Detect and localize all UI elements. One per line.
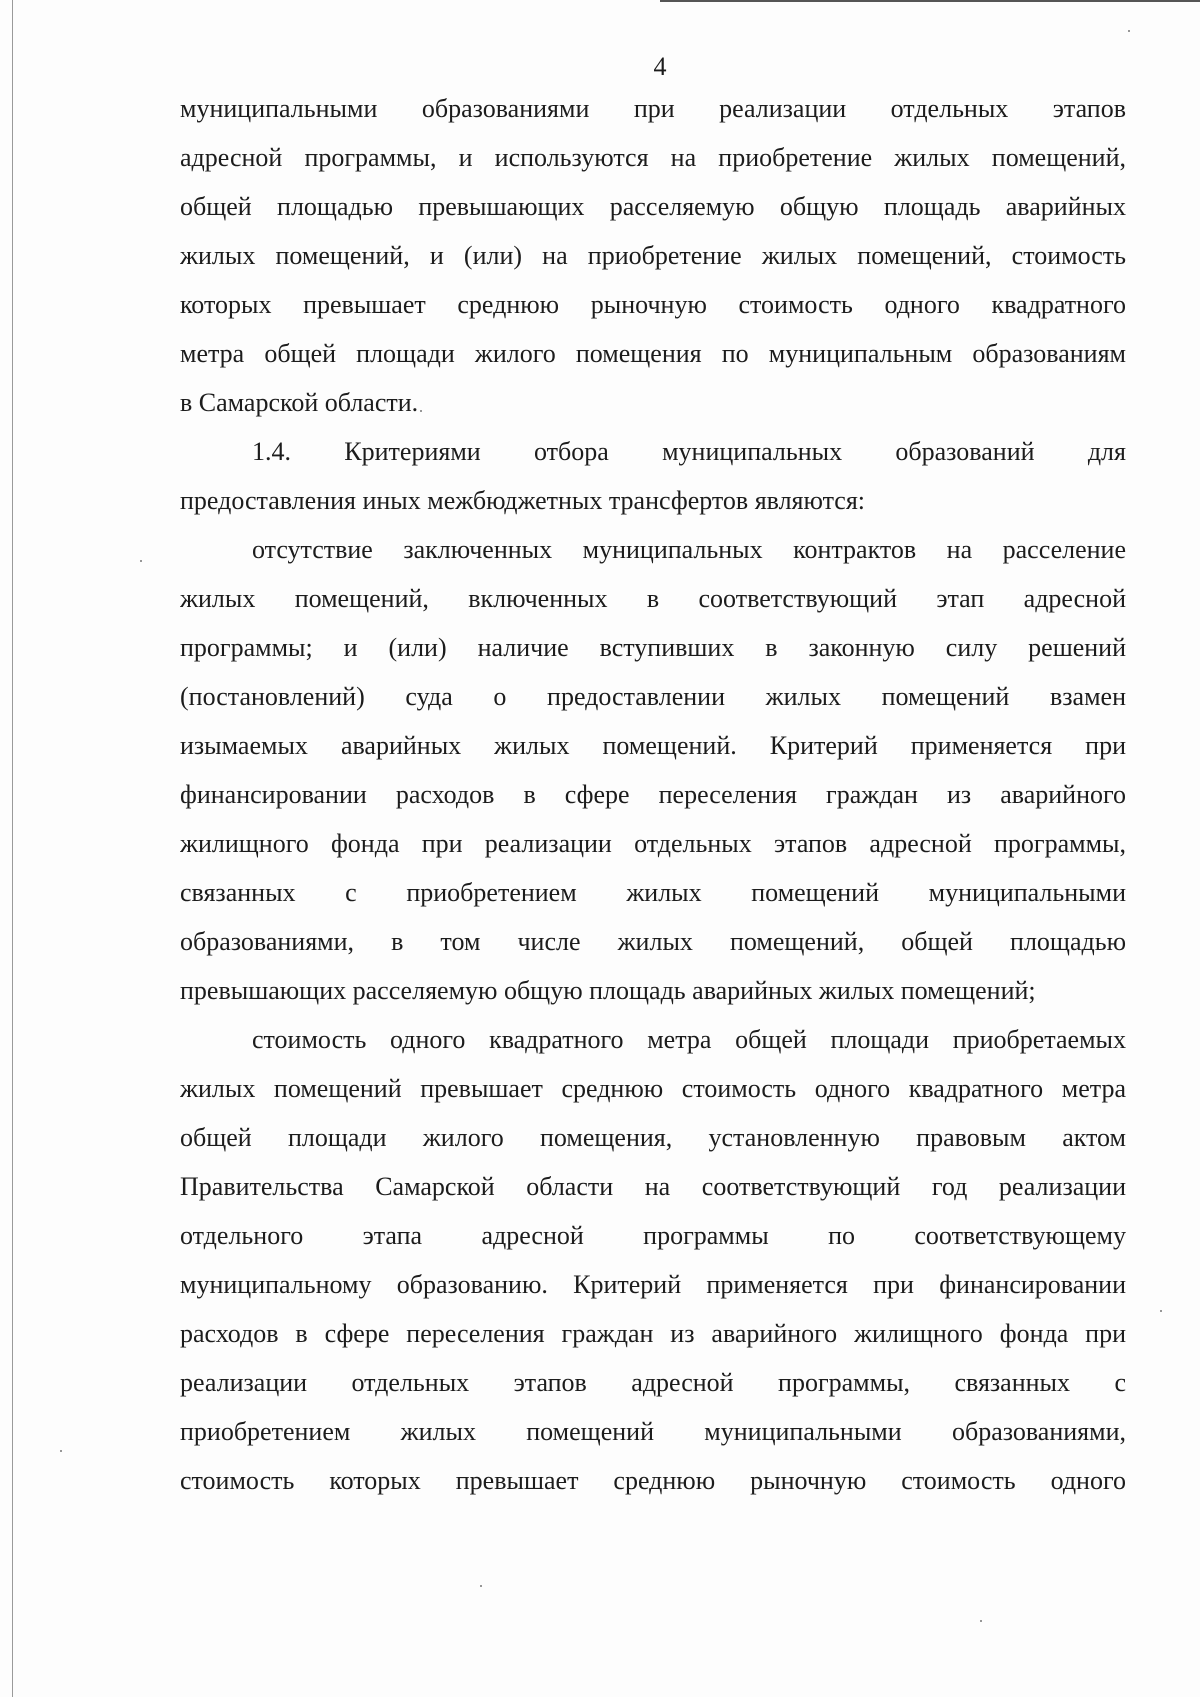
text-line: общей площади жилого помещения, установленную правовым актом [180, 1123, 1126, 1152]
top-edge-rule [660, 0, 1200, 2]
text-line: изымаемых аварийных жилых помещений. Критерий применяется при [180, 731, 1126, 760]
text-line: отдельного этапа адресной программы по соответствующему [180, 1221, 1126, 1250]
left-scan-edge [12, 0, 13, 1697]
text-line: (постановлений) суда о предоставлении жилых помещений взамен [180, 682, 1126, 711]
scan-speck [420, 410, 422, 412]
text-line: метра общей площади жилого помещения по муниципальным образованиям [180, 339, 1126, 368]
scan-speck [980, 1620, 982, 1622]
scan-speck [140, 560, 142, 562]
text-line: финансировании расходов в сфере переселения граждан из аварийного [180, 780, 1126, 809]
text-line: стоимость одного квадратного метра общей площади приобретаемых [252, 1025, 1126, 1054]
scan-speck [480, 1585, 482, 1587]
text-line: программы; и (или) наличие вступивших в законную силу решений [180, 633, 1126, 662]
text-line: адресной программы, и используются на приобретение жилых помещений, [180, 143, 1126, 172]
text-line: муниципальными образованиями при реализации отдельных этапов [180, 94, 1126, 123]
text-line: жилищного фонда при реализации отдельных этапов адресной программы, [180, 829, 1126, 858]
text-line: расходов в сфере переселения граждан из аварийного жилищного фонда при [180, 1319, 1126, 1348]
text-line: которых превышает среднюю рыночную стоимость одного квадратного [180, 290, 1126, 319]
text-line: превышающих расселяемую общую площадь аварийных жилых помещений; [180, 976, 1036, 1005]
text-line: жилых помещений превышает среднюю стоимость одного квадратного метра [180, 1074, 1126, 1103]
page-number: 4 [653, 52, 667, 81]
text-line: в Самарской области. [180, 388, 419, 417]
text-line: жилых помещений, и (или) на приобретение жилых помещений, стоимость [180, 241, 1126, 270]
text-line: предоставления иных межбюджетных трансфертов являются: [180, 486, 866, 515]
text-line: 1.4. Критериями отбора муниципальных образований для [252, 437, 1126, 466]
scan-speck [1128, 30, 1130, 32]
text-line: связанных с приобретением жилых помещений муниципальными [180, 878, 1126, 907]
text-line: отсутствие заключенных муниципальных контрактов на расселение [252, 535, 1126, 564]
scan-speck [60, 1450, 62, 1452]
text-line: муниципальному образованию. Критерий применяется при финансировании [180, 1270, 1126, 1299]
body-text [180, 84, 1126, 1505]
text-line: Правительства Самарской области на соответствующий год реализации [180, 1172, 1126, 1201]
text-line: приобретением жилых помещений муниципальными образованиями, [180, 1417, 1126, 1446]
text-line: стоимость которых превышает среднюю рыночную стоимость одного [180, 1466, 1126, 1495]
text-line: образованиями, в том числе жилых помещений, общей площадью [180, 927, 1126, 956]
scan-speck [1160, 1310, 1162, 1312]
text-line: общей площадью превышающих расселяемую общую площадь аварийных [180, 192, 1126, 221]
text-line: реализации отдельных этапов адресной программы, связанных с [180, 1368, 1126, 1397]
text-line: жилых помещений, включенных в соответствующий этап адресной [180, 584, 1126, 613]
